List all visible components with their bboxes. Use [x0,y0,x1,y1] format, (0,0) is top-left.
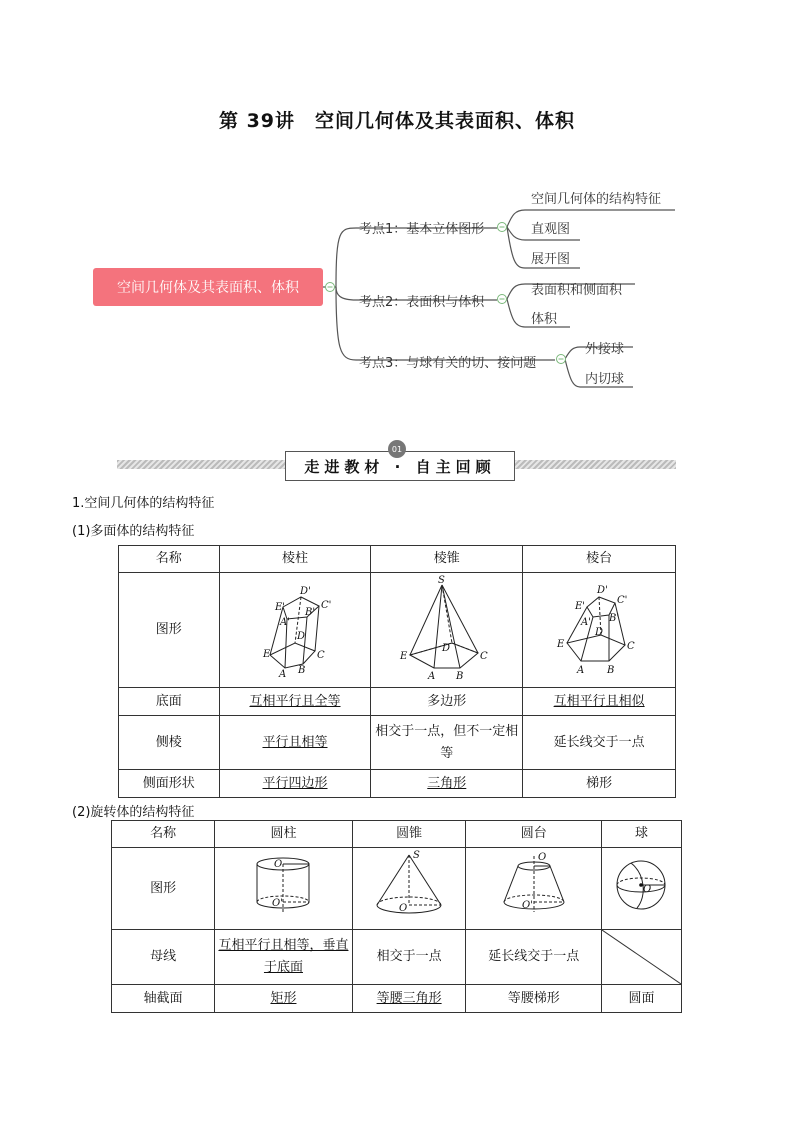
vertex-label: S [413,849,420,861]
diagonal-slash [602,930,681,984]
vertex-label: B [298,665,306,676]
table-cell: 互相平行且全等 [219,688,371,716]
subheading-solids-of-revolution: (2)旋转体的结构特征 [72,805,195,820]
vertex-label: E [399,651,408,662]
table-cell: 等腰梯形 [466,985,602,1013]
row-label: 侧面形状 [119,770,220,798]
vertex-label: C' [321,600,332,611]
pyramid-figure [371,573,523,688]
table-header: 名称 [119,546,220,573]
row-label: 母线 [112,930,215,985]
table-cell: 延长线交于一点 [523,716,676,770]
vertex-label: B' [609,613,620,624]
table-cell: 平行四边形 [219,770,371,798]
vertex-label: D [595,627,604,638]
center-label: O' [521,899,533,911]
row-label: 图形 [112,848,215,930]
table-header: 圆锥 [352,821,466,848]
table-row [112,985,682,1013]
cone-figure [352,848,466,930]
table-cell: 等腰三角形 [352,985,466,1013]
vertex-label: C [317,650,325,661]
table-header: 圆柱 [215,821,353,848]
section-banner: 走进教材 · 自主回顾 [285,451,515,481]
center-label: O' [272,897,284,909]
polyhedra-table [118,545,676,798]
vertex-label: A [577,665,585,676]
table-row [119,770,676,798]
mindmap-leaf: 直观图 [531,222,571,237]
mindmap-branch-2: 考点2：表面积与体积 [359,295,485,310]
table-cell: 多边形 [371,688,523,716]
center-label: O [537,851,546,863]
row-label: 图形 [119,573,220,688]
revolution-table [111,820,682,1013]
center-label: O [643,883,652,895]
vertex-label: E' [275,602,286,613]
mindmap-leaf: 外接球 [585,342,625,357]
table-header: 棱柱 [219,546,371,573]
vertex-label: A' [581,617,592,628]
vertex-label: D [297,631,306,642]
banner-stripe-left [117,460,285,469]
vertex-label: B [455,671,464,679]
table-row [119,688,676,716]
table-header: 棱台 [523,546,676,573]
row-label: 轴截面 [112,985,215,1013]
row-label: 侧棱 [119,716,220,770]
center-label: O [274,858,283,870]
table-cell: 矩形 [215,985,353,1013]
table-cell [215,930,353,985]
mindmap-branch-1: 考点1：基本立体图形 [359,222,485,237]
table-header: 球 [601,821,681,848]
mindmap-branch-3: 考点3：与球有关的切、接问题 [359,356,537,371]
mindmap-leaf: 内切球 [585,372,625,387]
vertex-label: B [607,665,615,676]
table-row [119,573,676,688]
vertex-label: E [557,639,565,650]
vertex-label: S [437,575,445,586]
table-cell: 相交于一点 [352,930,466,985]
mindmap-leaf: 表面积和侧面积 [531,283,623,298]
center-label: O [399,902,408,914]
table-header: 圆台 [466,821,602,848]
mindmap-root: 空间几何体及其表面积、体积 [93,268,323,306]
table-header-row [112,821,682,848]
table-row [112,930,682,985]
sphere-figure [601,848,681,930]
mindmap-leaf: 展开图 [531,252,571,267]
frustum-cone-figure [466,848,602,930]
vertex-label: E [263,649,271,660]
table-cell: 平行且相等 [219,716,371,770]
table-row [119,716,676,770]
vertex-label: D' [597,585,608,596]
cylinder-figure [215,848,353,930]
section-heading: 1.空间几何体的结构特征 [72,496,215,511]
banner-stripe-right [513,460,676,469]
vertex-label: D [441,643,450,654]
table-cell: 延长线交于一点 [466,930,602,985]
mindmap-leaf: 空间几何体的结构特征 [531,192,662,207]
empty-cell [601,930,681,985]
subheading-polyhedra: (1)多面体的结构特征 [72,524,195,539]
table-cell-text: 互相平行且相等，垂直于底面 [218,938,349,975]
table-cell: 圆面 [601,985,681,1013]
table-cell: 相交于一点，但不一定相等 [371,716,523,770]
page-title: 第 39讲 空间几何体及其表面积、体积 [218,110,576,132]
vertex-label: A [427,671,436,679]
frustum-figure [523,573,676,688]
prism-figure [219,573,371,688]
vertex-label: C' [617,595,628,606]
table-row [112,848,682,930]
table-header: 棱锥 [371,546,523,573]
row-label: 底面 [119,688,220,716]
vertex-label: A' [280,617,290,628]
vertex-label: B' [305,607,316,618]
table-header: 名称 [112,821,215,848]
table-header-row [119,546,676,573]
mindmap-leaf: 体积 [531,312,558,327]
table-cell: 三角形 [371,770,523,798]
vertex-label: D' [300,586,311,597]
vertex-label: C [479,651,488,662]
vertex-label: C [627,641,635,652]
vertex-label: A [279,669,287,679]
table-cell: 互相平行且相似 [523,688,676,716]
table-cell: 梯形 [523,770,676,798]
vertex-label: E' [575,601,586,612]
section-badge: 01 [388,440,406,458]
